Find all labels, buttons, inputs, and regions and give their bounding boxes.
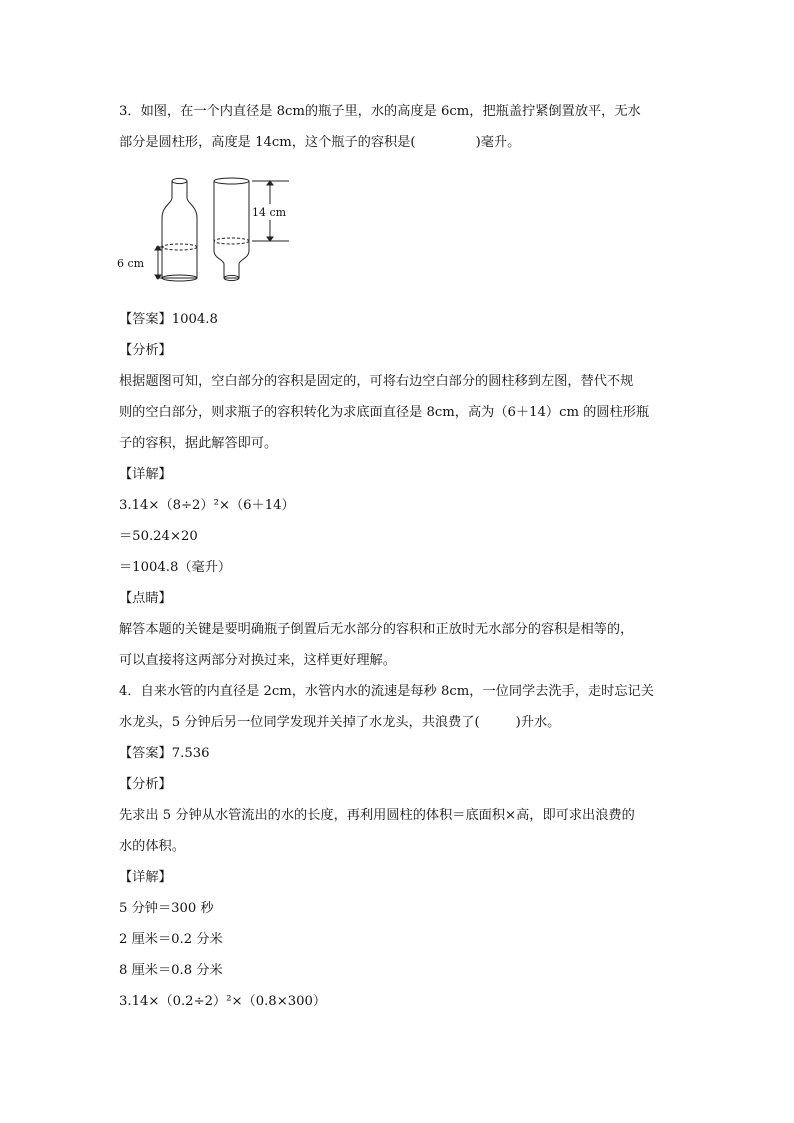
q4-detail-tag: 【详解】 bbox=[119, 870, 172, 885]
q3-stem-unit: )毫升。 bbox=[475, 135, 521, 150]
q4-answer bbox=[119, 745, 210, 763]
bottle-figure bbox=[112, 170, 312, 284]
q4-stem-line-1: 4．自来水管的内直径是 2cm，水管内水的流速是每秒 8cm，一位同学去洗手，走时忘记关 bbox=[119, 684, 654, 699]
q4-stem-text: 水龙头，5 分钟后另一位同学发现并关掉了水龙头，共浪费了( bbox=[119, 715, 480, 730]
q3-point-tag: 【点睛】 bbox=[119, 591, 172, 606]
q4-answer-value: 7.536 bbox=[171, 746, 210, 761]
q3-detail-line: ＝1004.8（毫升） bbox=[119, 560, 232, 575]
q4-answer-tag: 【答案】 bbox=[119, 746, 172, 761]
q3-stem-line-2 bbox=[119, 134, 520, 152]
q4-detail-line: 8 厘米＝0.8 分米 bbox=[119, 963, 223, 978]
q4-analysis-line: 水的体积。 bbox=[119, 839, 185, 854]
q3-stem-line-1: 3．如图，在一个内直径是 8cm的瓶子里，水的高度是 6cm，把瓶盖拧紧倒置放平，无水 bbox=[119, 104, 641, 119]
inverted-bottle-outline bbox=[214, 181, 249, 278]
q4-analysis-tag: 【分析】 bbox=[119, 777, 172, 792]
q3-answer bbox=[119, 311, 218, 329]
q4-stem-unit: )升水。 bbox=[515, 715, 561, 730]
q3-analysis-line: 根据题图可知，空白部分的容积是固定的，可将右边空白部分的圆柱移到左图，替代不规 bbox=[119, 374, 634, 389]
q3-analysis-tag: 【分析】 bbox=[119, 343, 172, 358]
q4-detail-line: 2 厘米＝0.2 分米 bbox=[119, 932, 223, 947]
upright-bottle-mouth bbox=[172, 178, 187, 183]
inverted-water-surface bbox=[214, 238, 249, 244]
q4-detail-line: 3.14×（0.2÷2）²×（0.8×300） bbox=[119, 994, 327, 1009]
q3-point-line: 可以直接将这两部分对换过来，这样更好理解。 bbox=[119, 653, 396, 668]
q3-analysis-line: 则的空白部分，则求瓶子的容积转化为求底面直径是 8cm，高为（6＋14）cm 的圆柱形瓶 bbox=[119, 405, 650, 420]
q3-detail-line: 3.14×（8÷2）²×（6＋14） bbox=[119, 498, 295, 513]
q4-analysis-line: 先求出 5 分钟从水管流出的水的长度，再利用圆柱的体积＝底面积×高，即可求出浪费的 bbox=[119, 808, 635, 823]
label-14cm: 14 cm bbox=[252, 206, 287, 219]
q3-detail-line: ＝50.24×20 bbox=[119, 529, 198, 544]
q3-detail-tag: 【详解】 bbox=[119, 467, 172, 482]
q3-stem-text: 部分是圆柱形，高度是 14cm，这个瓶子的容积是( bbox=[119, 135, 416, 150]
q4-stem-line-2 bbox=[119, 714, 560, 732]
label-6cm: 6 cm bbox=[117, 257, 145, 270]
q4-detail-line: 5 分钟＝300 秒 bbox=[119, 901, 214, 916]
upright-bottle-outline bbox=[162, 181, 197, 278]
q3-answer-value: 1004.8 bbox=[171, 312, 218, 327]
inverted-bottle-top bbox=[214, 178, 249, 184]
q3-point-line: 解答本题的关键是要明确瓶子倒置后无水部分的容积和正放时无水部分的容积是相等的， bbox=[119, 622, 634, 637]
q3-analysis-line: 子的容积，据此解答即可。 bbox=[119, 436, 278, 451]
q3-answer-tag: 【答案】 bbox=[119, 312, 172, 327]
upright-water-surface bbox=[162, 244, 197, 250]
